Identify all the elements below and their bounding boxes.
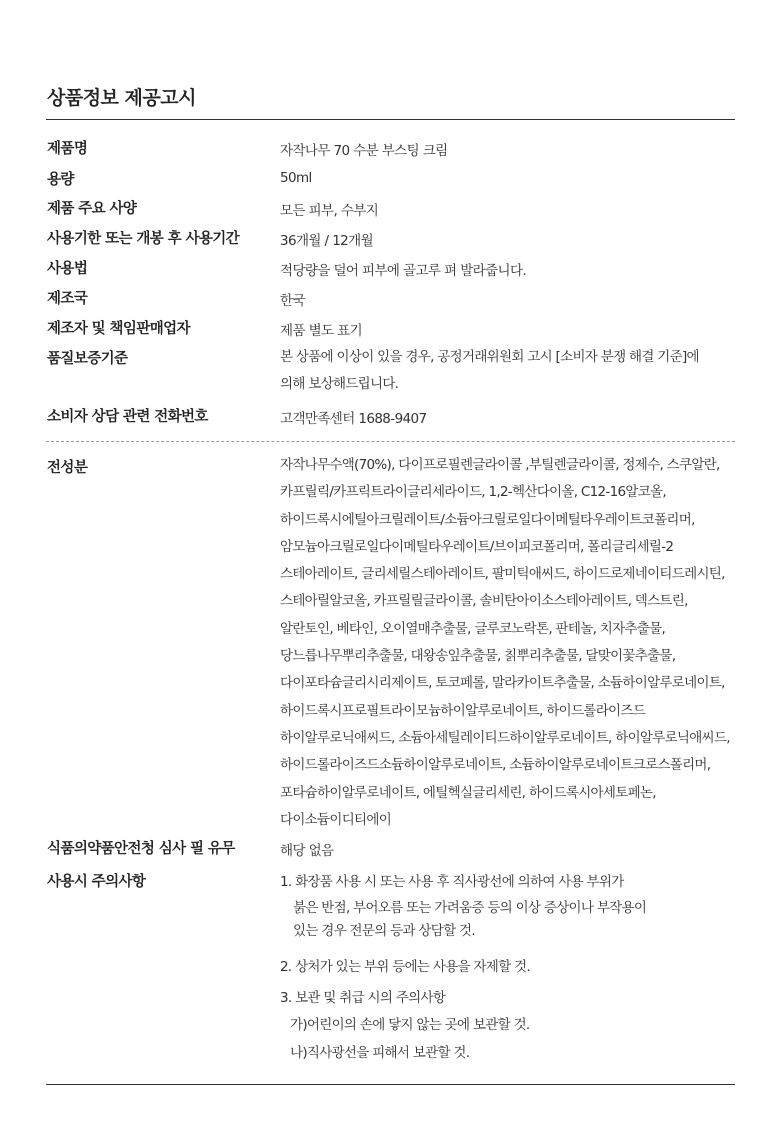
- ingredient-line: 하이드록시에틸아크릴레이트/소듐아크릴로일다이메틸타우레이트코폴리머,: [280, 511, 695, 528]
- label-main-spec: 제품 주요 사양: [47, 201, 137, 217]
- value-country: 한국: [280, 293, 305, 309]
- caution-item-1-cont: 붉은 반점, 부어오름 또는 가려움증 등의 이상 증상이나 부작용이: [293, 900, 647, 916]
- label-ingredients: 전성분: [47, 460, 88, 476]
- caution-item-3b: 나)직사광선을 피해서 보관할 것.: [290, 1045, 470, 1061]
- ingredient-line: 하이드록시프로필트라이모늄하이알루로네이트, 하이드롤라이즈드: [280, 702, 646, 719]
- label-customer-phone: 소비자 상담 관련 전화번호: [47, 409, 208, 425]
- ingredients-list: [280, 452, 730, 834]
- ingredient-line: 카프릴릭/카프릭트라이글리세라이드, 1,2-헥산다이올, C12-16알코올,: [280, 484, 666, 501]
- ingredient-line: 하이드롤라이즈드소듐하이알루로네이트, 소듐하이알루로네이트크로스폴리머,: [280, 757, 711, 774]
- value-customer-phone: 고객만족센터 1688-9407: [280, 411, 427, 427]
- top-divider: [46, 119, 735, 120]
- caution-item-2: 2. 상처가 있는 부위 등에는 사용을 자제할 것.: [280, 959, 531, 975]
- ingredient-line: 암모늄아크릴로일다이메틸타우레이트/브이피코폴리머, 폴리글리세릴-2: [280, 538, 674, 555]
- label-country: 제조국: [47, 291, 88, 307]
- bottom-divider: [46, 1084, 735, 1085]
- value-volume: 50ml: [280, 170, 312, 186]
- ingredient-line: 당느릅나무뿌리추출물, 대왕송잎추출물, 칡뿌리추출물, 달맞이꽃추출물,: [280, 648, 676, 665]
- value-manufacturer: 제품 별도 표기: [280, 323, 363, 339]
- label-quality-standard: 품질보증기준: [47, 351, 128, 367]
- quality-line: 본 상품에 이상이 있을 경우, 공정거래위원회 고시 [소비자 분쟁 해결 기준]에: [280, 349, 699, 365]
- caution-item-1: 1. 화장품 사용 시 또는 사용 후 직사광선에 의하여 사용 부위가: [280, 874, 624, 890]
- ingredient-line: 자작나무수액(70%), 다이프로필렌글라이콜 ,부틸렌글라이콜, 정제수, 스쿠알란,: [280, 457, 720, 473]
- caution-item-3: 3. 보관 및 취급 시의 주의사항: [280, 990, 446, 1006]
- ingredient-line: 스테아릴알코올, 카프릴릴글라이콜, 솔비탄아이소스테아레이트, 덱스트린,: [280, 593, 688, 610]
- ingredient-line: 포타슘하이알루로네이트, 에틸헥실글리세린, 하이드록시아세토페논,: [280, 784, 656, 801]
- value-usage: 적당량을 덜어 피부에 골고루 펴 발라줍니다.: [280, 263, 527, 279]
- ingredient-line: 다이포타슘글리시리제이트, 토코페롤, 말라카이트추출물, 소듐하이알루로네이트,: [280, 675, 725, 692]
- ingredient-line: 하이알루로닉애씨드, 소듐아세틸레이티드하이알루로네이트, 하이알루로닉애씨드,: [280, 729, 730, 746]
- page-title: 상품정보 제공고시: [47, 87, 196, 109]
- label-cautions: 사용시 주의사항: [47, 874, 146, 890]
- label-review: 식품의약품안전청 심사 필 유무: [47, 841, 235, 857]
- label-volume: 용량: [47, 172, 74, 188]
- label-expiry: 사용기한 또는 개봉 후 사용기간: [47, 231, 240, 247]
- value-quality-standard: [280, 344, 699, 398]
- caution-item-3a: 가)어린이의 손에 닿지 않는 곳에 보관할 것.: [290, 1017, 530, 1033]
- ingredient-line: 다이소듐이디티에이: [280, 811, 392, 828]
- value-main-spec: 모든 피부, 수부지: [280, 203, 379, 219]
- quality-line: 의해 보상해드립니다.: [280, 376, 399, 392]
- ingredient-line: 스테아레이트, 글리세릴스테아레이트, 팔미틱애씨드, 하이드로제네이티드레시틴,: [280, 566, 725, 583]
- label-product-name: 제품명: [47, 141, 88, 157]
- section-divider: [46, 441, 735, 442]
- value-review: 해당 없음: [280, 843, 334, 859]
- label-usage: 사용법: [47, 261, 88, 277]
- value-product-name: 자작나무 70 수분 부스팅 크림: [280, 143, 448, 159]
- caution-item-1-cont: 있는 경우 전문의 등과 상담할 것.: [293, 923, 475, 939]
- value-expiry: 36개월 / 12개월: [280, 233, 374, 249]
- ingredient-line: 알란토인, 베타인, 오이열매추출물, 글루코노락톤, 판테놀, 치자추출물,: [280, 620, 666, 637]
- label-manufacturer: 제조자 및 책임판매업자: [47, 321, 190, 337]
